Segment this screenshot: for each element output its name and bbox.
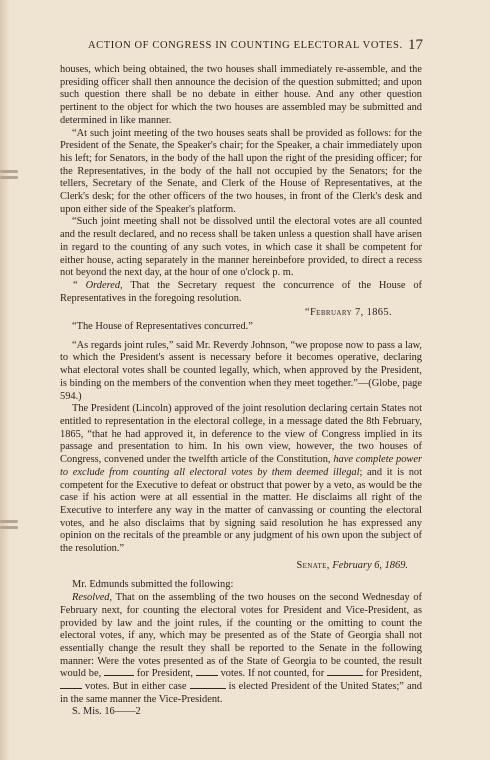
paragraph [60, 280, 422, 305]
blank-line [327, 671, 363, 676]
resolved-label: Resolved, [72, 592, 113, 604]
ordered-label: “ Ordered, [72, 279, 123, 291]
binding-thread [0, 526, 18, 529]
text-run: That on the assembling of the two houses on the second Wednesday of February next, for counting the electoral votes for President and Vice-President, as provided by law and the joint rules, if the counting or the omitting to count the electoral votes, if any, which may be presented as of the State of Georgia shall not essentially change the result they shall be reported to the Senate in the following manner: Were the votes presented as of the State of Georgia to be counted, the result would be, [60, 592, 422, 680]
paragraph: houses, which being obtained, the two houses shall immediately re-assemble, and the presiding officer shall then announce the decision of the question submitted; and upon such question there shall be no debate in either house. And any other question pertinent to the object for which the two houses are assembled may be submitted and determined in like manner. [60, 64, 422, 126]
dateline: “February 7, 1865. [304, 307, 392, 319]
paragraph [60, 592, 422, 706]
blank-line [190, 684, 226, 689]
blank-line [196, 671, 218, 676]
page-body [60, 64, 422, 719]
paragraph: “As regards joint rules,” said Mr. Reverdy Johnson, “we propose now to pass a law, to which the President's assent is necessary before it becomes operative, declaring what electoral votes shall be counted legally, which, when approved by the President, is binding on the members of the convention when they meet together.”—(Globe, page 594.) [60, 339, 422, 402]
paragraph: “Such joint meeting shall not be dissolved until the electoral votes are all counted and the result declared, and no recess shall be taken unless a question shall have arisen in regard to the counting of any such votes, in which case it shall be competent for either house, acting separately in the manner hereinbefore provided, to direct a recess not beyond the next day, at the hour of one o'clock p. m. [60, 216, 422, 279]
text-run: ; and it is not competent for the Executive to defeat or obstruct that power by a veto, as would be the case if his action were at all essential in the matter. He disclaims all right of the Executive to interfere any way in the matter of canvassing or counting the electoral votes, and he also disclaims that by signing said resolution he has expressed any opinion on the recitals of the preamble or any judgment of his own upon the subject of the resolution.” [60, 466, 422, 555]
paragraph: Mr. Edmunds submitted the following: [72, 579, 234, 591]
paragraph: “The House of Representatives concurred.” [72, 321, 253, 333]
dateline [60, 560, 422, 573]
running-header: ACTION OF CONGRESS IN COUNTING ELECTORAL VOTES. [88, 40, 403, 51]
text-run: for President, [134, 668, 193, 680]
dateline-place: Senate, [296, 559, 330, 571]
text-run: is elected President of the United States;” and in the same manner the Vice-President. [60, 681, 422, 705]
text-run: The President (Lincoln) approved of the joint resolution declaring certain States not entitled to representation in the electoral college, in a message dated the 8th February, 1865, “that he had approved it, in deference to the view of Congress implied in its passage and presentation to him. In his own view, however, the two houses of Congress, convened under the twelfth article of the Constitution, [60, 403, 422, 466]
page-number: 17 [408, 37, 423, 53]
paragraph: “At such joint meeting of the two houses seats shall be provided as follows: for the President of the Senate, the Speaker's chair; for the Speaker, a chair immediately upon his left; for Senators, in the body of the hall upon the right of the presiding officer; for the Representatives, in the body of the hall not occupied by the Senators; for the tellers, Secretary of the Senate, and Clerk of the House of Representatives, at the Clerk's desk; for the other officers of the two houses, in front of the Clerk's desk and upon either side of the Speaker's platform. [60, 127, 422, 215]
binding-edge [0, 0, 10, 760]
text-run: for President, [362, 668, 422, 680]
dateline-date: February 6, 1869. [329, 559, 408, 571]
text-run: votes. But in either case [82, 681, 187, 693]
signature-mark: S. Mis. 16——2 [72, 706, 141, 718]
blank-line [60, 684, 82, 689]
italic-quote: have complete power to exclude from counting all electoral votes by them deemed illegal [60, 454, 422, 478]
binding-thread [0, 520, 18, 523]
binding-thread [0, 176, 18, 179]
binding-thread [0, 170, 18, 173]
blank-line [104, 671, 134, 676]
paragraph [60, 403, 422, 555]
text-run: votes. If not counted, for [217, 668, 325, 680]
ordered-text: That the Secretary request the concurrence of the House of Representatives in the foregoing resolution. [60, 279, 422, 304]
